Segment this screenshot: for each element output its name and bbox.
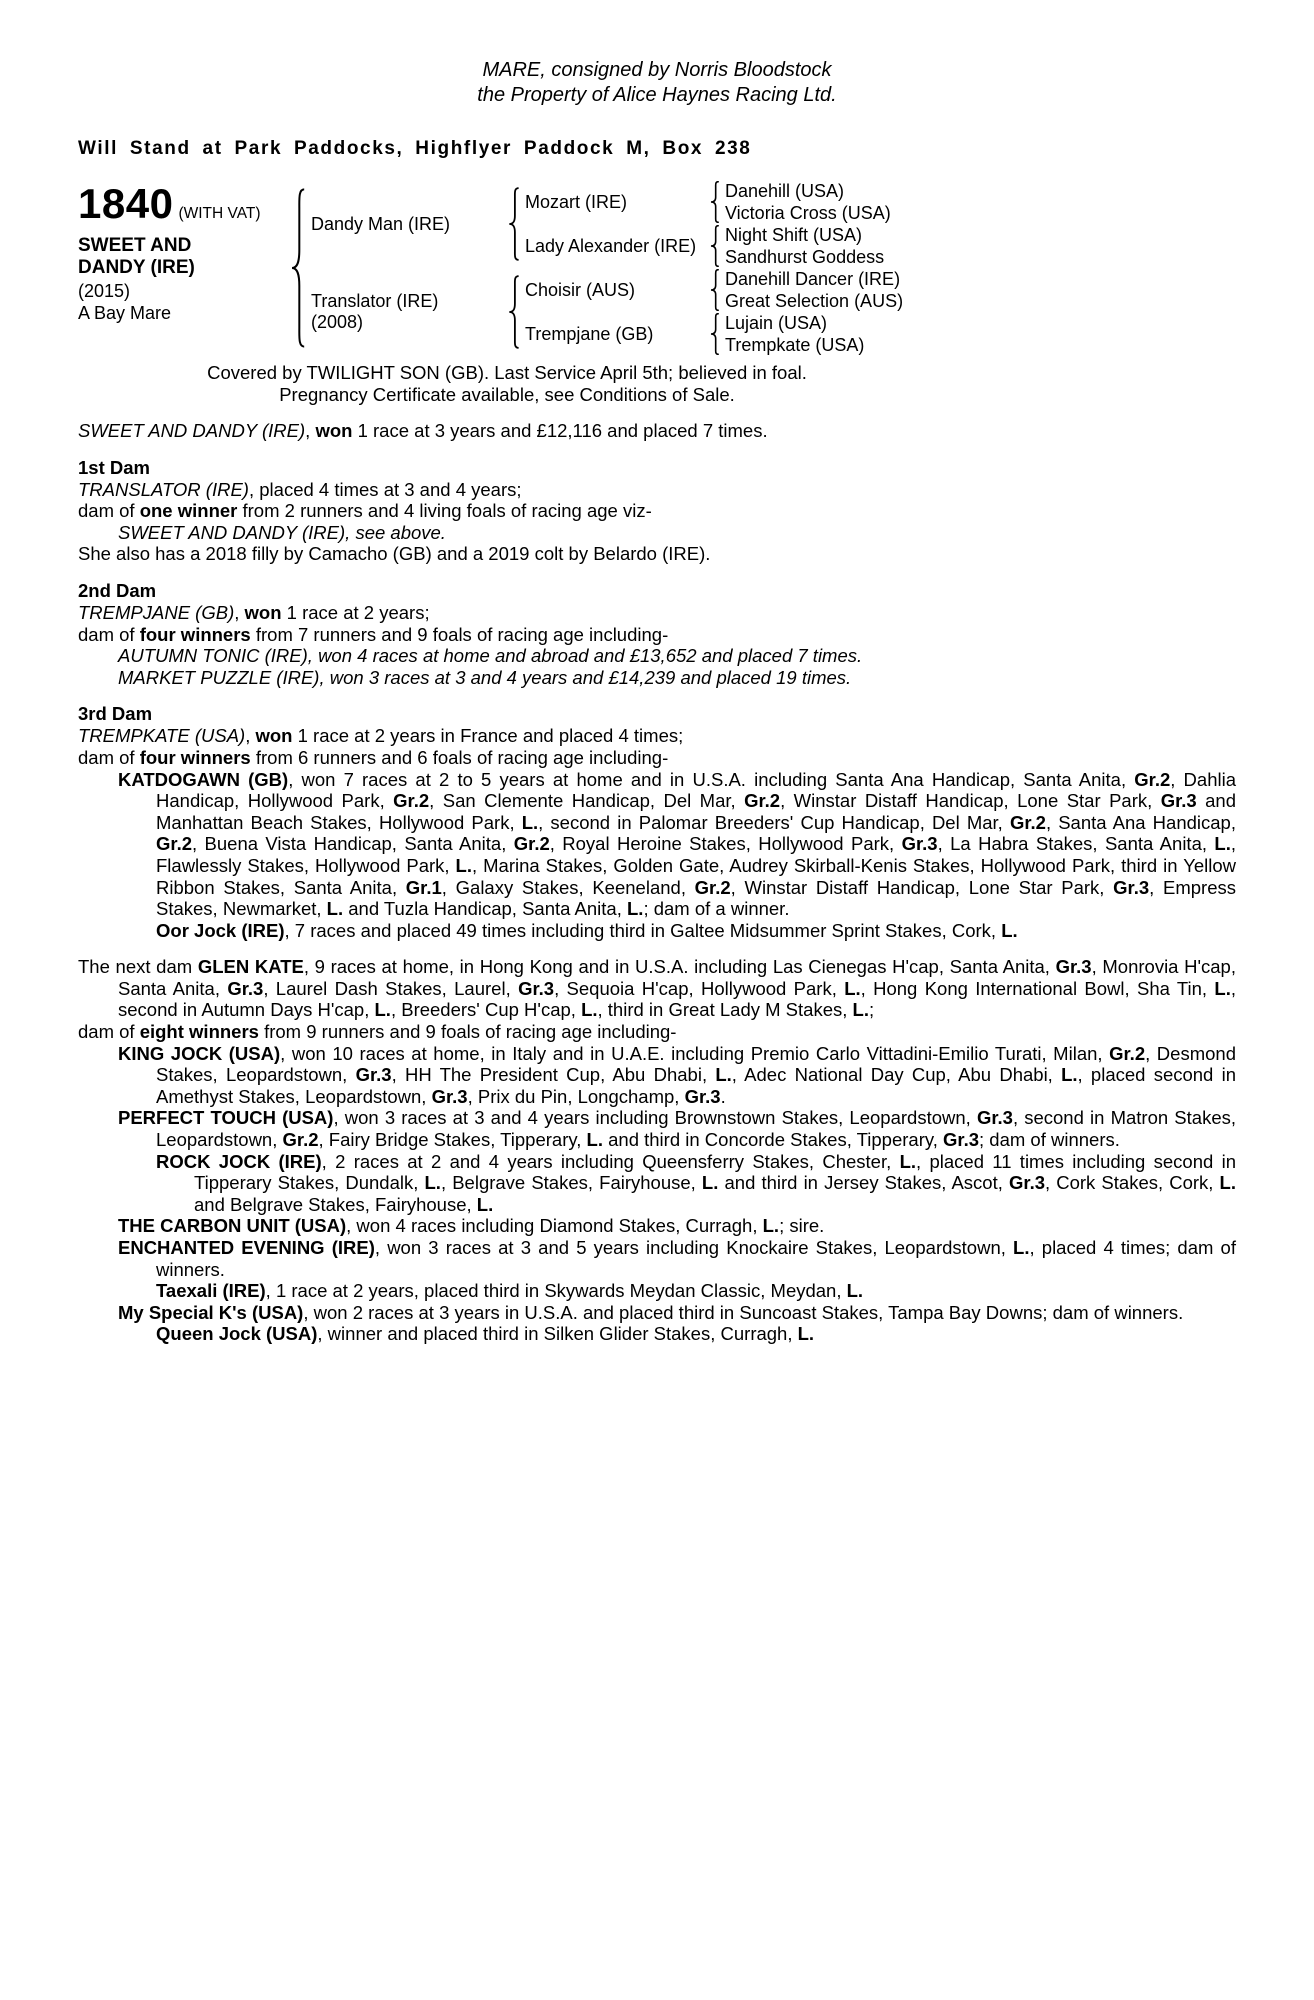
pedigree-brace-icon (289, 187, 306, 349)
text-segment: , second in Palomar Breeders' Cup Handicap, Del Mar, (538, 811, 1010, 833)
vat-note: (WITH VAT) (178, 205, 261, 222)
text-segment: Gr.1 (405, 876, 442, 898)
first-dam-heading: 1st Dam (78, 456, 150, 478)
first-dam-race-record (78, 479, 1236, 501)
grandparent-name: Lady Alexander (IRE) (525, 236, 697, 256)
text-segment: , won 3 races at 3 and 4 years including Brownstown Stakes, Leopardstown, (333, 1107, 977, 1129)
produce-oor-jock (78, 920, 1236, 942)
pedigree-brace-icon (709, 313, 720, 355)
generation1-column (311, 180, 501, 356)
text-segment: , Laurel Dash Stakes, Laurel, (263, 977, 519, 999)
text-segment: , Winstar Distaff Handicap, Lone Star Park, (780, 790, 1161, 812)
pedigree-great-grandparent: Sandhurst Goddess (725, 246, 885, 267)
text-segment: , won 2 races at 3 years in U.S.A. and placed third in Suncoast Stakes, Tampa Bay Downs; dam of winners. (303, 1301, 1184, 1323)
text-segment: , Hong Kong International Bowl, Sha Tin, (860, 977, 1215, 999)
text-segment: , Sequoia H'cap, Hollywood Park, (554, 977, 845, 999)
text-segment: L. (899, 1150, 917, 1172)
next-dam-section (78, 956, 1236, 1345)
text-segment: ENCHANTED EVENING (IRE) (118, 1237, 375, 1258)
brace-wrapper (507, 180, 520, 268)
text-segment: Gr.3 (355, 1064, 392, 1086)
pedigree-grandparent (525, 224, 703, 268)
text-segment: KATDOGAWN (GB) (118, 768, 289, 790)
pedigree-great-grandparent: Danehill Dancer (IRE) (725, 268, 901, 289)
text-segment: Gr.3 (1160, 790, 1197, 812)
text-segment: from 9 runners and 9 foals of racing age including- (258, 1021, 677, 1043)
text-segment: , San Clemente Handicap, Del Mar, (429, 790, 745, 812)
pedigree-brace-icon (709, 269, 720, 311)
text-segment: Gr.3 (943, 1129, 980, 1151)
covering-details (78, 362, 936, 405)
brace-wrapper (709, 312, 720, 356)
text-segment: Gr.2 (1109, 1042, 1146, 1064)
text-segment: , Prix du Pin, Longchamp, (467, 1085, 685, 1107)
text-segment: ; dam of a winner. (643, 898, 790, 920)
first-dam-section (78, 457, 1236, 565)
lot-number-line (78, 180, 283, 228)
consignor-line-1: MARE, consigned by Norris Bloodstock (482, 59, 832, 81)
text-segment: , Flawlessly Stakes, Hollywood Park, (156, 833, 1236, 876)
text-segment: , won 7 races at 2 to 5 years at home and in U.S.A. including Santa Ana Handicap, Santa Anita, (288, 768, 1135, 790)
pedigree-great-grandparent: Great Selection (AUS) (725, 290, 904, 311)
text-segment: L. (701, 1172, 719, 1194)
text-segment: dam of (78, 623, 140, 645)
text-segment: and third in Jersey Stakes, Ascot, (718, 1172, 1009, 1194)
text-segment: , Adec National Day Cup, Abu Dhabi, (731, 1064, 1062, 1086)
text-segment: four winners (139, 746, 251, 768)
text-segment: one winner (139, 500, 238, 522)
pedigree-great-grandparent: Trempkate (USA) (725, 334, 865, 355)
produce-taexali (78, 1280, 1236, 1302)
text-segment: , (234, 601, 245, 623)
text-segment: ROCK JOCK (IRE) (156, 1150, 322, 1172)
pedigree-brace-icon (507, 187, 520, 261)
text-segment: , 1 race at 2 years, placed third in Skywards Meydan Classic, Meydan, (265, 1280, 847, 1302)
second-dam-heading: 2nd Dam (78, 579, 157, 601)
text-segment: The next dam (78, 956, 198, 978)
text-segment: from 7 runners and 9 foals of racing age including- (250, 623, 669, 645)
pedigree-brace-icon (507, 275, 520, 349)
glen-kate-produce-intro (78, 1021, 1236, 1043)
text-segment: L. (626, 898, 644, 920)
text-segment: She also has a 2018 filly by Camacho (GB) and a 2019 colt by Belardo (IRE). (78, 543, 711, 565)
produce-market-puzzle (78, 667, 1236, 689)
text-segment: L. (455, 854, 472, 876)
text-segment: dam of (78, 1021, 140, 1043)
text-segment: SWEET AND DANDY (IRE) (78, 420, 306, 441)
grandparent-name: Choisir (AUS) (525, 280, 636, 300)
produce-queen-jock (78, 1323, 1236, 1345)
text-segment: , (245, 725, 256, 747)
pedigree-brace-icon (709, 181, 720, 223)
text-segment: , Cork Stakes, Cork, (1045, 1172, 1220, 1194)
second-dam-race-record (78, 602, 1236, 624)
text-segment: Taexali (IRE) (156, 1280, 266, 1302)
text-segment: and Manhattan Beach Stakes, Hollywood Park, (156, 790, 1236, 833)
text-segment: Queen Jock (USA) (156, 1323, 318, 1345)
text-segment: , placed 4 times at 3 and 4 years; (248, 478, 522, 500)
text-segment: , HH The President Cup, Abu Dhabi, (391, 1064, 716, 1086)
lot-number: 1840 (78, 180, 174, 227)
text-segment: L. (581, 999, 598, 1021)
text-segment: , winner and placed third in Silken Glider Stakes, Curragh, (317, 1323, 798, 1345)
text-segment: Gr.3 (684, 1085, 721, 1107)
text-segment: Gr.3 (1113, 876, 1150, 898)
text-segment: L. (797, 1323, 815, 1345)
pedigree-dam (311, 268, 501, 356)
text-segment: , Buena Vista Handicap, Santa Anita, (192, 833, 514, 855)
text-segment: Gr.3 (227, 977, 264, 999)
covered-line: Covered by TWILIGHT SON (GB). Last Service April 5th; believed in foal. (207, 362, 807, 383)
text-segment: , third in Great Lady M Stakes, (597, 999, 853, 1021)
race-record (78, 420, 1236, 442)
text-segment: won (315, 420, 353, 441)
text-segment: 1 race at 2 years; (281, 601, 430, 623)
produce-perfect-touch (78, 1107, 1236, 1150)
text-segment: Gr.3 (1055, 956, 1092, 978)
generation3-column (725, 180, 1236, 356)
pedigree-grandparent (525, 268, 703, 312)
text-segment: 1 race at 2 years in France and placed 4 times; (292, 725, 684, 747)
text-segment: Oor Jock (IRE) (156, 919, 285, 941)
text-segment: L. (715, 1064, 732, 1086)
third-dam-section (78, 703, 1236, 941)
text-segment: , placed 4 times; dam of winners. (156, 1237, 1236, 1280)
text-segment: L. (844, 977, 861, 999)
text-segment: SWEET AND DANDY (IRE), see above. (118, 521, 446, 543)
pedigree-grandparent (525, 312, 703, 356)
pedigree-grandparent (525, 180, 703, 224)
stand-location: Will Stand at Park Paddocks, Highflyer Paddock M, Box 238 (78, 138, 752, 159)
third-dam-heading: 3rd Dam (78, 703, 153, 725)
text-segment: PERFECT TOUCH (USA) (118, 1107, 334, 1129)
text-segment: L. (1013, 1237, 1030, 1258)
generation2-brace-column (501, 180, 525, 356)
text-segment: , second in Matron Stakes, Leopardstown, (156, 1107, 1236, 1151)
horse-name: SWEET AND DANDY (IRE) (78, 235, 195, 278)
text-segment: from 6 runners and 6 foals of racing age including- (250, 746, 669, 768)
text-segment: , (305, 420, 316, 441)
text-segment: TREMPJANE (GB) (78, 601, 235, 623)
text-segment: , Empress Stakes, Newmarket, (156, 876, 1236, 920)
text-segment: , Desmond Stakes, Leopardstown, (156, 1042, 1236, 1086)
text-segment: Gr.2 (1134, 768, 1171, 790)
text-segment: L. (846, 1280, 864, 1302)
brace-wrapper (709, 224, 720, 268)
text-segment: , Fairy Bridge Stakes, Tipperary, (318, 1129, 587, 1151)
generation1-brace-column (283, 180, 311, 356)
text-segment: Gr.2 (156, 833, 192, 855)
text-segment: , Winstar Distaff Handicap, Lone Star Park, (730, 876, 1114, 898)
text-segment: , 2 races at 2 and 4 years including Queensferry Stakes, Chester, (321, 1150, 900, 1172)
glen-kate-record (78, 956, 1236, 1021)
text-segment: KING JOCK (USA) (118, 1042, 281, 1064)
text-segment: Gr.2 (282, 1129, 319, 1151)
brace-wrapper (709, 268, 720, 312)
pedigree-great-grandparent: Night Shift (USA) (725, 224, 863, 245)
produce-rock-jock (78, 1151, 1236, 1216)
text-segment: ; dam of winners. (979, 1129, 1120, 1151)
foal-year: (2015) (78, 281, 131, 301)
produce-sweet-and-dandy (78, 522, 1236, 544)
produce-the-carbon-unit (78, 1215, 1236, 1237)
text-segment: Gr.2 (744, 790, 781, 812)
pedigree-great-grandparent: Victoria Cross (USA) (725, 202, 891, 223)
consignor-line-2: the Property of Alice Haynes Racing Ltd. (477, 84, 837, 106)
text-segment: TREMPKATE (USA) (78, 725, 246, 747)
text-segment: , Breeders' Cup H'cap, (390, 999, 582, 1021)
text-segment: GLEN KATE (197, 956, 304, 978)
produce-enchanted-evening (78, 1237, 1236, 1280)
text-segment: MARKET PUZZLE (IRE), won 3 races at 3 and 4 years and £14,239 and placed 19 times. (118, 666, 852, 688)
text-segment: and Tuzla Handicap, Santa Anita, (343, 898, 627, 920)
generation3-brace-column (703, 180, 725, 356)
dam-year: (2008) (311, 312, 364, 332)
grandparent-name: Trempjane (GB) (525, 324, 654, 344)
text-segment: L. (1219, 1172, 1236, 1194)
text-segment: THE CARBON UNIT (USA) (118, 1215, 347, 1237)
text-segment: Gr.2 (1009, 811, 1046, 833)
dam-name: Translator (IRE) (311, 291, 439, 311)
text-segment: Gr.2 (694, 876, 731, 898)
text-segment: L. (586, 1129, 603, 1151)
text-segment: , placed second in Amethyst Stakes, Leopardstown, (156, 1064, 1236, 1107)
text-segment: from 2 runners and 4 living foals of racing age viz- (237, 500, 652, 522)
text-segment: L. (521, 811, 539, 833)
text-segment: L. (1214, 977, 1231, 999)
pedigree-brace-icon (709, 225, 720, 267)
text-segment: L. (762, 1215, 780, 1237)
produce-autumn-tonic (78, 645, 1236, 667)
second-dam-produce-intro (78, 624, 1236, 646)
text-segment: eight winners (139, 1021, 259, 1043)
text-segment: TRANSLATOR (IRE) (78, 478, 249, 500)
brace-wrapper (709, 180, 720, 224)
text-segment: , Galaxy Stakes, Keeneland, (441, 876, 695, 898)
text-segment: L. (1214, 833, 1231, 855)
brace-wrapper (507, 268, 520, 356)
text-segment: , Marina Stakes, Golden Gate, Audrey Skirball-Kenis Stakes, Hollywood Park, third in Yellow Ribbon Stakes, Santa Anita, (156, 854, 1236, 898)
text-segment: L. (1001, 919, 1018, 941)
text-segment: , second in Autumn Days H'cap, (118, 977, 1236, 1021)
text-segment: , placed 11 times including second in Tipperary Stakes, Dundalk, (194, 1150, 1237, 1194)
text-segment: Gr.3 (1009, 1172, 1045, 1194)
text-segment: L. (1061, 1064, 1078, 1086)
text-segment: Gr.3 (901, 833, 938, 855)
text-segment: . (720, 1085, 726, 1107)
text-segment: four winners (139, 623, 251, 645)
pedigree-great-grandparent: Lujain (USA) (725, 312, 828, 333)
third-dam-produce-intro (78, 747, 1236, 769)
text-segment: My Special K's (USA) (118, 1301, 304, 1323)
pregnancy-certificate-line: Pregnancy Certificate available, see Conditions of Sale. (279, 383, 735, 405)
text-segment: , won 4 races including Diamond Stakes, Curragh, (346, 1215, 763, 1237)
text-segment: , La Habra Stakes, Santa Anita, (937, 833, 1215, 855)
second-dam-section (78, 580, 1236, 688)
text-segment: L. (476, 1193, 494, 1215)
first-dam-note (78, 543, 1236, 565)
text-segment: dam of (78, 746, 140, 768)
text-segment: Gr.2 (393, 790, 430, 812)
text-segment: L. (852, 999, 869, 1021)
text-segment: ; (868, 999, 875, 1021)
text-segment: L. (424, 1172, 441, 1194)
pedigree-table (78, 180, 1236, 356)
text-segment: Gr.3 (431, 1085, 468, 1107)
grandparent-name: Mozart (IRE) (525, 192, 628, 212)
text-segment: , 9 races at home, in Hong Kong and in U.S.A. including Las Cienegas H'cap, Santa Anita, (303, 956, 1056, 978)
produce-katdogawn (78, 769, 1236, 920)
third-dam-race-record (78, 725, 1236, 747)
text-segment: L. (326, 898, 344, 920)
text-segment: and third in Concorde Stakes, Tipperary, (602, 1129, 944, 1151)
text-segment: won (244, 601, 282, 623)
text-segment: , Dahlia Handicap, Hollywood Park, (156, 768, 1236, 812)
text-segment: , won 10 races at home, in Italy and in U.A.E. including Premio Carlo Vittadini-Emilio Turati, Milan, (280, 1042, 1110, 1064)
pedigree-sire (311, 180, 501, 268)
text-segment: , Royal Heroine Stakes, Hollywood Park, (549, 833, 902, 855)
produce-my-special-ks (78, 1302, 1236, 1324)
text-segment: , Belgrave Stakes, Fairyhouse, (440, 1172, 702, 1194)
text-segment: L. (374, 999, 391, 1021)
text-segment: dam of (78, 500, 140, 522)
text-segment: ; sire. (779, 1215, 825, 1237)
text-segment: won (255, 725, 293, 747)
text-segment: 1 race at 3 years and £12,116 and placed 7 times. (352, 420, 768, 441)
pedigree-great-grandparent: Danehill (USA) (725, 180, 845, 201)
text-segment: , 7 races and placed 49 times including third in Galtee Midsummer Sprint Stakes, Cork, (284, 919, 1002, 941)
first-dam-produce-intro (78, 500, 1236, 522)
generation2-column (525, 180, 703, 356)
text-segment: Gr.3 (518, 977, 555, 999)
text-segment: , Monrovia H'cap, Santa Anita, (118, 956, 1236, 999)
produce-king-jock (78, 1043, 1236, 1108)
sire-name: Dandy Man (IRE) (311, 213, 451, 234)
consignor-header (78, 58, 1236, 108)
text-segment: AUTUMN TONIC (IRE), won 4 races at home and abroad and £13,652 and placed 7 times. (118, 645, 863, 667)
lot-info (78, 180, 283, 356)
text-segment: , won 3 races at 3 and 5 years including Knockaire Stakes, Leopardstown, (374, 1237, 1014, 1258)
text-segment: Gr.3 (976, 1107, 1013, 1129)
text-segment: and Belgrave Stakes, Fairyhouse, (194, 1193, 477, 1215)
color-sex-description: A Bay Mare (78, 303, 172, 323)
text-segment: Gr.2 (513, 833, 550, 855)
text-segment: , Santa Ana Handicap, (1045, 811, 1236, 833)
